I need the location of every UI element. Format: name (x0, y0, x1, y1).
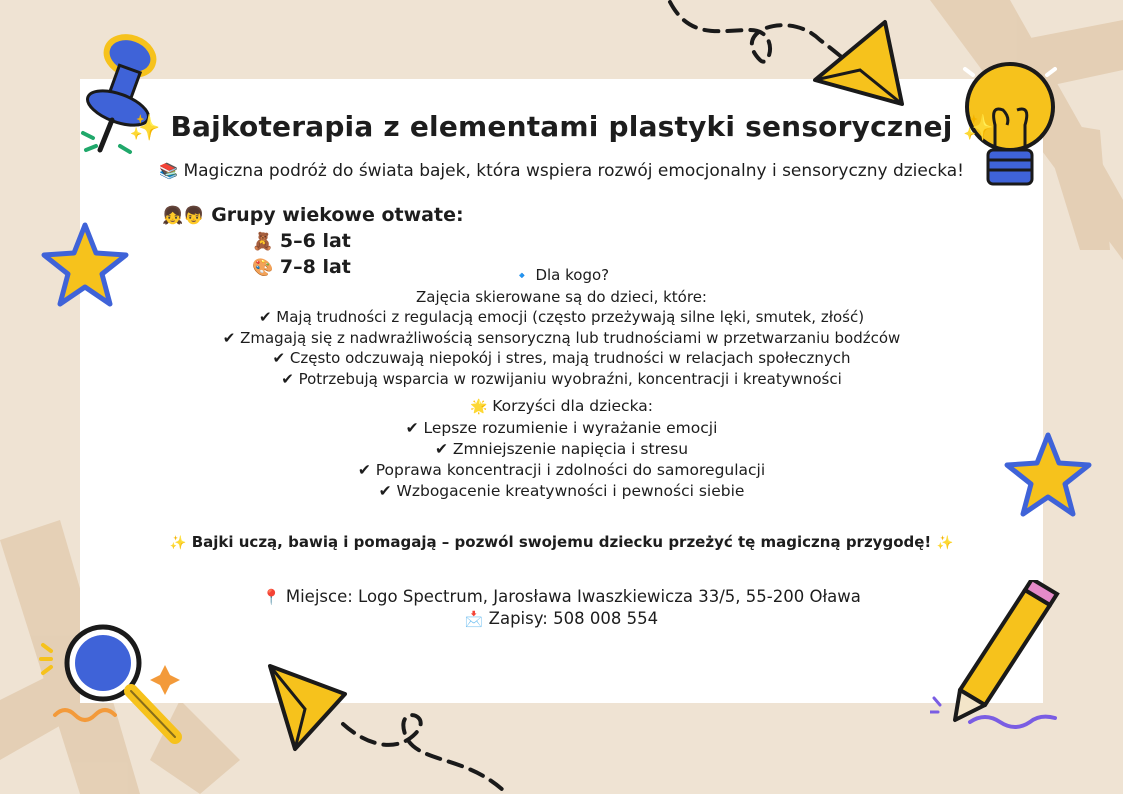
signup-line (0, 608, 1123, 630)
benefits-heading: 🌟 Korzyści dla dziecka: (469, 397, 654, 415)
list-item: ✔ Mają trudności z regulacją emocji (często przeżywają silne lęki, smutek, złość) (258, 308, 865, 326)
list-item: ✔ Często odczuwają niepokój i stres, mają trudności w relacjach społecznych (272, 349, 851, 367)
age-group-label: 5–6 lat (279, 230, 351, 252)
location-line (0, 586, 1123, 608)
checkmark-icon: ✔ (281, 369, 294, 388)
sparkle-icon: ✨ (169, 535, 187, 551)
page-title (0, 110, 1123, 143)
checkmark-icon: ✔ (222, 328, 236, 347)
paper-plane-bottom-icon (265, 664, 535, 794)
checkmark-icon: ✔ (405, 419, 419, 437)
sparkle-icon: ✨ (962, 113, 995, 142)
paper-plane-top-icon (660, 0, 920, 120)
envelope-icon: 📩 (464, 610, 484, 628)
age-groups-heading-text: Grupy wiekowe otwate: (211, 204, 464, 226)
list-item: ✔ Wzbogacenie kreatywności i pewności siebie (378, 482, 745, 500)
list-item: ✔ Zmniejszenie napięcia i stresu (434, 440, 689, 458)
palette-icon: 🎨 (252, 258, 274, 278)
subtitle (0, 161, 1123, 181)
benefits-section (0, 396, 1123, 502)
sparkle-icon: ✨ (128, 113, 161, 142)
signup-text: Zapisy: 508 008 554 (488, 609, 659, 628)
checkmark-icon: ✔ (357, 461, 371, 479)
list-item: ✔ Potrzebują wsparcia w rozwijaniu wyobraźni, koncentracji i kreatywności (281, 369, 842, 388)
motto (0, 533, 1123, 551)
list-item: ✔ Poprawa koncentracji i zdolności do samoregulacji (357, 461, 766, 479)
audience-heading: 🔹 Dla kogo? (513, 266, 610, 284)
checkmark-icon: ✔ (258, 308, 272, 326)
list-item: ✔ Zmagają się z nadwrażliwością sensoryczną lub trudnościami w przetwarzaniu bodźców (222, 328, 901, 347)
sparkle-icon: ✨ (936, 535, 954, 551)
checkmark-icon: ✔ (272, 349, 286, 367)
contact-section (0, 586, 1123, 630)
audience-section (0, 265, 1123, 389)
audience-intro: Zajęcia skierowane są do dzieci, które: (416, 287, 707, 306)
teddy-bear-icon: 🧸 (252, 232, 274, 252)
age-groups-heading (162, 204, 464, 226)
age-group-item (252, 230, 351, 252)
checkmark-icon: ✔ (434, 440, 448, 458)
subtitle-text: Magiczna podróż do świata bajek, która wspiera rozwój emocjonalny i sensoryczny dziecka! (183, 161, 964, 181)
children-icon: 👧👦 (162, 206, 205, 226)
motto-text: Bajki uczą, bawią i pomagają – pozwól swojemu dziecku przeżyć tę magiczną przygodę! (191, 533, 932, 551)
checkmark-icon: ✔ (378, 482, 392, 500)
location-text: Miejsce: Logo Spectrum, Jarosława Iwaszkiewicza 33/5, 55-200 Oława (285, 587, 861, 606)
blue-diamond-icon: 🔹 (513, 268, 531, 284)
books-icon: 📚 (158, 162, 179, 180)
location-pin-icon: 📍 (262, 588, 281, 606)
magnifying-glass-icon (35, 615, 205, 755)
glowing-star-icon: 🌟 (469, 399, 488, 415)
list-item: ✔ Lepsze rozumienie i wyrażanie emocji (405, 419, 718, 437)
title-text: Bajkoterapia z elementami plastyki sensorycznej (170, 110, 953, 143)
age-group-label: 7–8 lat (279, 256, 351, 278)
